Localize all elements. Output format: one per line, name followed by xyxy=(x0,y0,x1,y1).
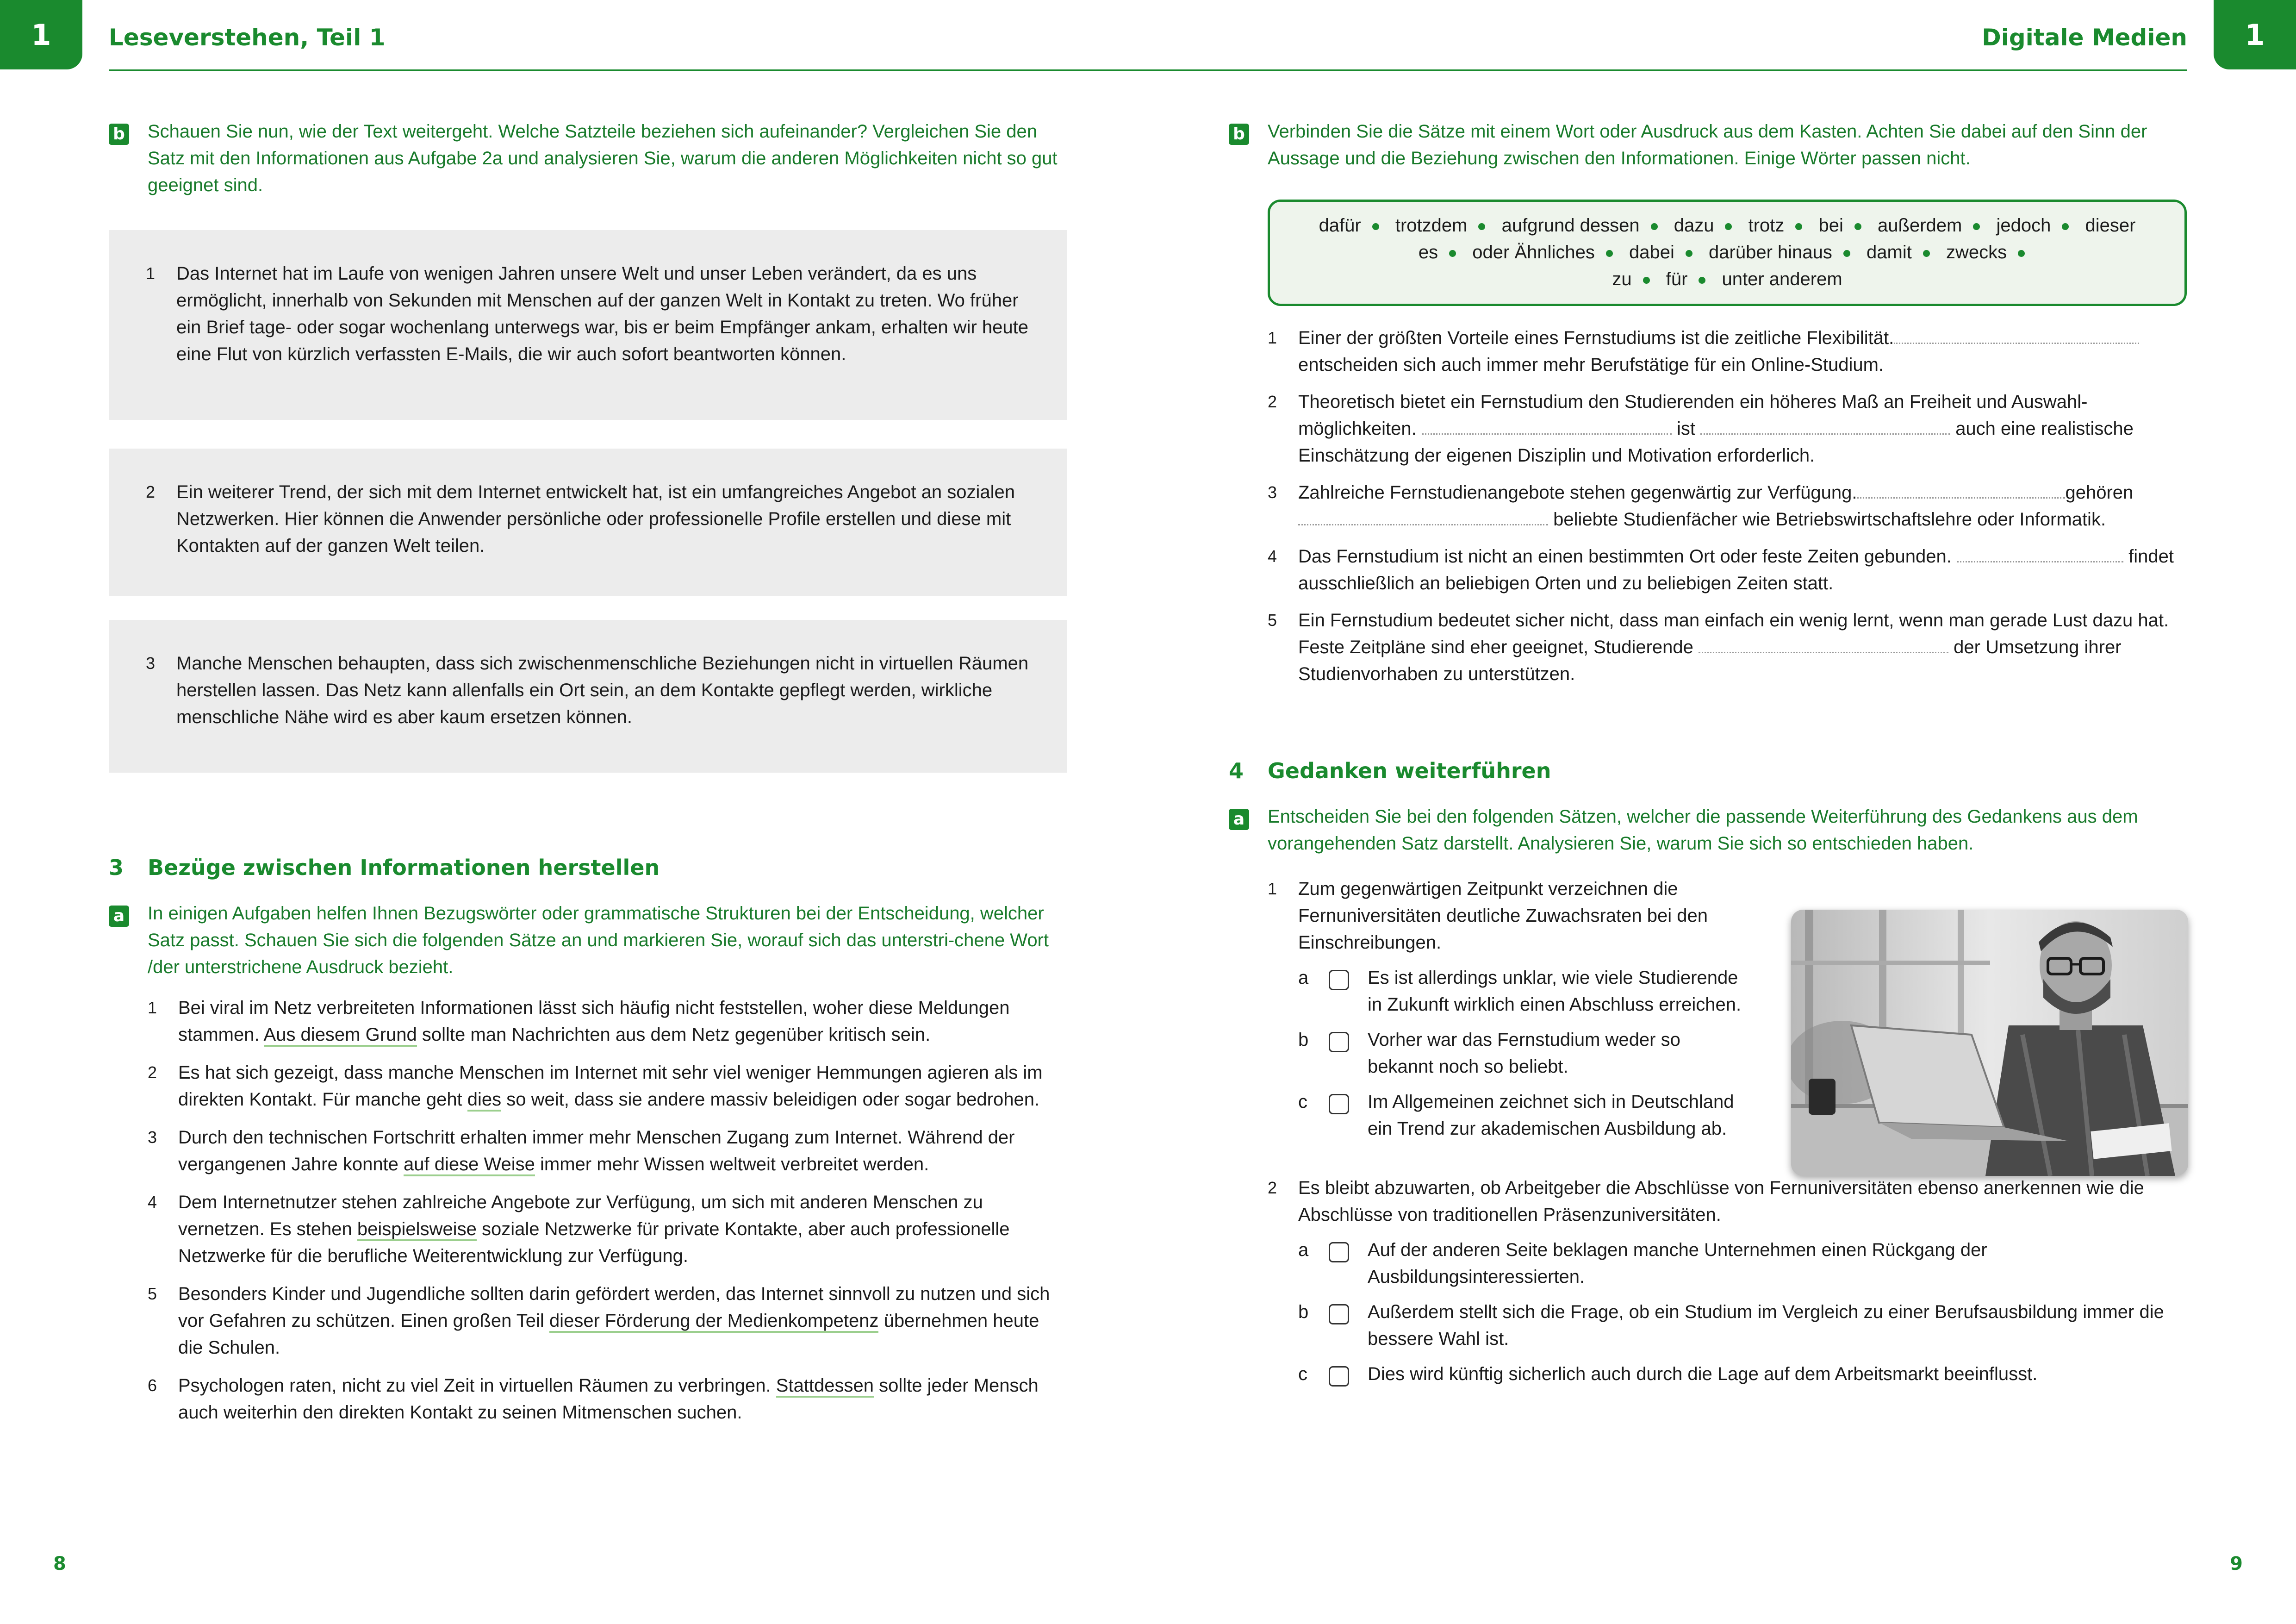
sentence-text: Ein Fernstudium bedeutet sicher nicht, dass man einfach ein wenig lernt, wenn man gerade Lust dazu hat. Feste Zeitpläne sind eher geeignet, Studierende xyxy=(1298,610,2169,657)
checkbox[interactable] xyxy=(1329,1366,1349,1387)
option-text: Es ist allerdings unklar, wie viele Studierende in Zukunft wirklich einen Abschluss erreichen. xyxy=(1368,968,1742,1015)
word-option: bei xyxy=(1818,215,1843,236)
sentence-text: findet ausschließlich an beliebigen Orten und zu beliebigen Zeiten statt. xyxy=(1298,546,2174,593)
question-1 xyxy=(1268,875,1749,1142)
underlined-reference[interactable]: Aus diesem Grund xyxy=(264,1024,417,1047)
section-title: Gedanken weiterführen xyxy=(1268,758,1551,783)
option-letter: b xyxy=(1298,1302,1309,1322)
checkbox[interactable] xyxy=(1329,1304,1349,1324)
option-text: Auf der anderen Seite beklagen manche Unternehmen einen Rückgang der Ausbildungsinteressierten. xyxy=(1368,1240,1987,1287)
instruction-text: Entscheiden Sie bei den folgenden Sätzen, welcher die passende Weiterführung des Gedankens aus dem vorangehenden Satz darstellt. Analysieren Sie, warum Sie sich so entschieden haben. xyxy=(1268,806,2138,854)
sentence-text: sollte jeder Mensch auch weiterhin den direkten Kontakt zu seinen Mitmenschen suchen. xyxy=(178,1375,1039,1423)
word-option: dabei xyxy=(1629,242,1674,262)
option-a[interactable] xyxy=(1298,964,1749,1018)
sentence-text: entscheiden sich auch immer mehr Berufstätige für ein Online-Studium. xyxy=(1298,355,1884,375)
text-box-3 xyxy=(109,620,1067,773)
text-paragraph xyxy=(146,479,1034,559)
sentence-text: soziale Netzwerke für private Kontakte, aber auch professionelle Netzwerke für die berufliche Weiterentwicklung zur Verfügung. xyxy=(178,1219,1010,1266)
text-box-1 xyxy=(109,230,1067,420)
exercise-item xyxy=(1268,388,2187,469)
checkbox[interactable] xyxy=(1329,1242,1349,1262)
option-list xyxy=(1268,964,1749,1142)
sentence-text: sollte man Nachrichten aus dem Netz gegenüber kritisch sein. xyxy=(417,1024,931,1045)
sentence-text: Zahlreiche Fernstudienangebote stehen gegenwärtig zur Verfügung. xyxy=(1298,482,1857,503)
option-letter: a xyxy=(1298,1240,1309,1260)
question-sentence: Es bleibt abzuwarten, ob Arbeitgeber die Abschlüsse von Fernuniversitäten ebenso anerkennen wie die Abschlüsse von traditionellen Präsenzuniversitäten. xyxy=(1298,1178,2144,1225)
sentence-text: auch eine realistische Einschätzung der eigenen Disziplin und Motivation erforderlich. xyxy=(1298,418,2134,466)
instruction-text: Verbinden Sie die Sätze mit einem Wort oder Ausdruck aus dem Kasten. Achten Sie dabei auf den Sinn der Aussage und die Beziehung zwischen den Informationen. Einige Wörter passen nicht. xyxy=(1268,121,2147,169)
option-letter: b xyxy=(1298,1030,1309,1050)
item-number: 2 xyxy=(1268,1178,1277,1197)
reference-sentence-list xyxy=(109,994,1067,1426)
word-box-line-2 xyxy=(1284,239,2171,266)
item-number: 1 xyxy=(146,264,156,283)
paragraph-text: Das Internet hat im Laufe von wenigen Jahren unsere Welt und unser Leben verändert, da es uns ermöglicht, innerhalb von Sekunden mit Menschen auf der ganzen Welt in Kontakt zu treten. Wo früher ein Brief tage- oder sogar wochenlang unterwegs war, bis er beim Empfänger ankam, erhalten wir heute eine Flut von kürzlich verfassten E-Mails, die wir auch sofort beantworten können. xyxy=(176,263,1028,364)
checkbox[interactable] xyxy=(1329,1032,1349,1052)
item-number: 3 xyxy=(148,1128,157,1147)
bullet-icon xyxy=(1651,223,1658,230)
option-c[interactable] xyxy=(1298,1088,1749,1142)
section-title-right: Digitale Medien xyxy=(1982,24,2187,51)
word-option: trotzdem xyxy=(1395,215,1468,236)
section-heading-4 xyxy=(1229,757,2187,785)
list-item xyxy=(148,1189,1067,1269)
word-option: oder Ähnliches xyxy=(1472,242,1595,262)
underlined-reference[interactable]: dieser Förderung der Medienkompetenz xyxy=(549,1311,879,1333)
word-option: zwecks xyxy=(1946,242,2007,262)
option-text: Vorher war das Fernstudium weder so bekannt noch so beliebt. xyxy=(1368,1030,1680,1077)
word-box xyxy=(1268,200,2187,306)
item-number: 4 xyxy=(148,1193,157,1212)
item-number: 3 xyxy=(146,654,156,673)
section-number: 4 xyxy=(1229,758,1244,783)
text-box-2 xyxy=(109,449,1067,596)
task-badge-a: a xyxy=(1229,809,1249,830)
question-2 xyxy=(1268,1174,2187,1387)
task-b-instruction-left xyxy=(109,118,1067,199)
list-item xyxy=(148,1124,1067,1178)
item-number: 1 xyxy=(1268,879,1277,898)
option-a[interactable] xyxy=(1298,1237,2187,1290)
item-number: 5 xyxy=(148,1284,157,1303)
word-option: jedoch xyxy=(1996,215,2051,236)
question-text xyxy=(1268,1174,2187,1228)
sentence-text: immer mehr Wissen weltweit verbreitet werden. xyxy=(535,1154,929,1174)
section-title: Bezüge zwischen Informationen herstellen xyxy=(148,855,660,880)
bullet-icon xyxy=(1372,223,1379,230)
item-number: 5 xyxy=(1268,611,1277,630)
text-paragraph xyxy=(146,650,1034,731)
word-option: dafür xyxy=(1319,215,1361,236)
bullet-icon xyxy=(1923,250,1930,257)
exercise-item xyxy=(1268,325,2187,378)
item-number: 3 xyxy=(1268,483,1277,502)
bullet-icon xyxy=(1725,223,1732,230)
item-number: 6 xyxy=(148,1376,157,1395)
item-number: 1 xyxy=(148,998,157,1017)
sentence-text: Dem Internetnutzer stehen zahlreiche Angebote zur Verfügung, um sich mit anderen Menschen zu vernetzen. Es stehen xyxy=(178,1192,983,1239)
sentence-text: Besonders Kinder und Jugendliche sollten darin gefördert werden, das Internet sinnvoll zu nutzen und sich vor Gefahren zu schützen. Einen großen Teil xyxy=(178,1284,1050,1331)
underlined-reference[interactable]: beispielsweise xyxy=(357,1219,477,1241)
item-number: 4 xyxy=(1268,547,1277,566)
option-list xyxy=(1268,1237,2187,1387)
paragraph-text: Ein weiterer Trend, der sich mit dem Internet entwickelt hat, ist ein umfangreiches Angebot an sozialen Netzwerken. Hier können die Anwender persönliche oder professionelle Profile erstellen und diese mit Kontakten auf der ganzen Welt teilen. xyxy=(176,482,1015,556)
bullet-icon xyxy=(1843,250,1850,257)
bullet-icon xyxy=(1606,250,1613,257)
word-option: unter anderem xyxy=(1722,269,1842,289)
underlined-reference[interactable]: auf diese Weise xyxy=(404,1154,535,1176)
option-letter: a xyxy=(1298,968,1309,988)
option-b[interactable] xyxy=(1298,1026,1749,1080)
exercise-item xyxy=(1268,479,2187,533)
item-number: 2 xyxy=(1268,392,1277,411)
question-text xyxy=(1268,875,1749,956)
paragraph-text: Manche Menschen behaupten, dass sich zwischenmenschliche Beziehungen nicht in virtuellen Räumen herstellen lassen. Das Netz kann allenfalls ein Ort sein, an dem Kontakte gepflegt werden, wirkliche menschliche Nähe wird es aber kaum ersetzen können. xyxy=(176,653,1029,727)
sentence-text: beliebte Studienfächer wie Betriebswirtschaftslehre oder Informatik. xyxy=(1553,509,2106,530)
list-item xyxy=(148,994,1067,1048)
word-option: aufgrund dessen xyxy=(1501,215,1640,236)
answer-blank[interactable] xyxy=(1957,544,2123,562)
task-a-instruction-left xyxy=(109,900,1067,981)
section-title-left: Leseverstehen, Teil 1 xyxy=(109,24,386,51)
task-badge-b: b xyxy=(1229,124,1249,145)
word-box-line-3 xyxy=(1284,266,2171,293)
sentence-text: übernehmen heute die Schulen. xyxy=(178,1311,1039,1358)
sentence-text: der Umsetzung ihrer Studienvorhaben zu unterstützen. xyxy=(1298,637,2122,684)
question-sentence: Zum gegenwärtigen Zeitpunkt verzeichnen die Fernuniversitäten deutliche Zuwachsraten bei den Einschreibungen. xyxy=(1298,879,1708,953)
underlined-reference[interactable]: dies xyxy=(467,1089,501,1112)
sentence-text: Psychologen raten, nicht zu viel Zeit in virtuellen Räumen zu verbringen. xyxy=(178,1375,776,1396)
option-letter: c xyxy=(1298,1364,1307,1384)
word-option: für xyxy=(1666,269,1688,289)
page-number-left: 8 xyxy=(53,1553,66,1574)
answer-blank[interactable] xyxy=(1422,416,1672,435)
page-number-right: 9 xyxy=(2230,1553,2243,1574)
bullet-icon xyxy=(1699,277,1705,284)
bullet-icon xyxy=(1643,277,1650,284)
checkbox[interactable] xyxy=(1329,1094,1349,1114)
header-rule xyxy=(109,69,2187,71)
word-option: trotz xyxy=(1748,215,1785,236)
instruction-text: Schauen Sie nun, wie der Text weitergeht. Welche Satzteile beziehen sich aufeinander? Vergleichen Sie den Satz mit den Informationen aus Aufgabe 2a und analysieren Sie, warum die anderen Möglichkeiten nicht so gut geeignet sind. xyxy=(148,121,1058,195)
sentence-text: Es hat sich gezeigt, dass manche Menschen im Internet mit sehr viel weniger Hemmungen agieren als im direkten Kontakt. Für manche geht xyxy=(178,1062,1043,1110)
answer-blank[interactable] xyxy=(1894,325,2139,344)
list-item xyxy=(148,1280,1067,1361)
option-c[interactable] xyxy=(1298,1361,2187,1387)
sentence-text: Theoretisch bietet ein Fernstudium den Studierenden ein höheres Maß an Freiheit und Auswahl-möglichkeiten. xyxy=(1298,392,2088,439)
instruction-text: In einigen Aufgaben helfen Ihnen Bezugswörter oder grammatische Strukturen bei der Entscheidung, welcher Satz passt. Schauen Sie sich die folgenden Sätze an und markieren Sie, worauf sich das unterstri-chene Wort /der unterstrichene Ausdruck bezieht. xyxy=(148,903,1049,977)
bullet-icon xyxy=(2062,223,2069,230)
answer-blank[interactable] xyxy=(1699,635,1948,653)
exercise-item xyxy=(1268,607,2187,687)
option-b[interactable] xyxy=(1298,1299,2187,1352)
word-option: darüber hinaus xyxy=(1709,242,1832,262)
sentence-text: Das Fernstudium ist nicht an einen bestimmten Ort oder feste Zeiten gebunden. xyxy=(1298,546,1952,567)
task-badge-a: a xyxy=(109,906,129,927)
word-option: dazu xyxy=(1674,215,1714,236)
item-number: 2 xyxy=(146,482,156,501)
right-page xyxy=(1229,116,2187,1387)
section-heading-3 xyxy=(109,854,1067,881)
word-option: zu xyxy=(1612,269,1632,289)
list-item xyxy=(148,1372,1067,1426)
bullet-icon xyxy=(1854,223,1861,230)
underlined-reference[interactable]: Stattdessen xyxy=(776,1375,874,1398)
item-number: 2 xyxy=(148,1063,157,1082)
option-text: Dies wird künftig sicherlich auch durch die Lage auf dem Arbeitsmarkt beeinflusst. xyxy=(1368,1364,2038,1384)
bullet-icon xyxy=(1795,223,1802,230)
sentence-text: Einer der größten Vorteile eines Fernstudiums ist die zeitliche Flexibilität. xyxy=(1298,328,1894,348)
sentence-text: Bei viral im Netz verbreiteten Informationen lässt sich häufig nicht feststellen, woher diese Meldungen stammen. xyxy=(178,998,1010,1045)
checkbox[interactable] xyxy=(1329,970,1349,990)
answer-blank[interactable] xyxy=(1298,507,1548,525)
bullet-icon xyxy=(1478,223,1485,230)
text-paragraph xyxy=(146,260,1034,368)
left-page xyxy=(109,116,1067,1437)
bullet-icon xyxy=(1686,250,1692,257)
answer-blank[interactable] xyxy=(1857,480,2065,499)
bullet-icon xyxy=(1449,250,1456,257)
word-box-line-1 xyxy=(1284,212,2171,239)
word-option: es xyxy=(1418,242,1438,262)
word-option: außerdem xyxy=(1878,215,1962,236)
exercise-item xyxy=(1268,543,2187,597)
student-laptop-photo xyxy=(1791,910,2188,1176)
list-item xyxy=(148,1059,1067,1113)
task-a-instruction-right xyxy=(1229,803,2187,857)
word-option: dieser xyxy=(2085,215,2136,236)
sentence-text: gehören xyxy=(2065,482,2134,503)
option-letter: c xyxy=(1298,1092,1307,1112)
bullet-icon xyxy=(1973,223,1980,230)
word-option: damit xyxy=(1867,242,1912,262)
option-text: Im Allgemeinen zeichnet sich in Deutschland ein Trend zur akademischen Ausbildung ab. xyxy=(1368,1092,1734,1139)
fill-in-exercise-list xyxy=(1268,325,2187,687)
photo-illustration xyxy=(1791,910,2188,1176)
sentence-text: so weit, dass sie andere massiv beleidigen oder sogar bedrohen. xyxy=(501,1089,1040,1110)
sentence-text: Durch den technischen Fortschritt erhalten immer mehr Menschen Zugang zum Internet. Während der vergangenen Jahre konnte xyxy=(178,1127,1015,1174)
task-b-instruction-right xyxy=(1229,118,2187,172)
bullet-icon xyxy=(2018,250,2025,257)
sentence-text: ist xyxy=(1676,418,1695,439)
item-number: 1 xyxy=(1268,328,1277,347)
section-number: 3 xyxy=(109,855,124,880)
option-text: Außerdem stellt sich die Frage, ob ein Studium im Vergleich zu einer Berufsausbildung immer die bessere Wahl ist. xyxy=(1368,1302,2164,1349)
chapter-tab-right: 1 xyxy=(2214,0,2296,69)
answer-blank[interactable] xyxy=(1700,416,1950,435)
task-badge-b: b xyxy=(109,124,129,145)
chapter-tab-left: 1 xyxy=(0,0,82,69)
